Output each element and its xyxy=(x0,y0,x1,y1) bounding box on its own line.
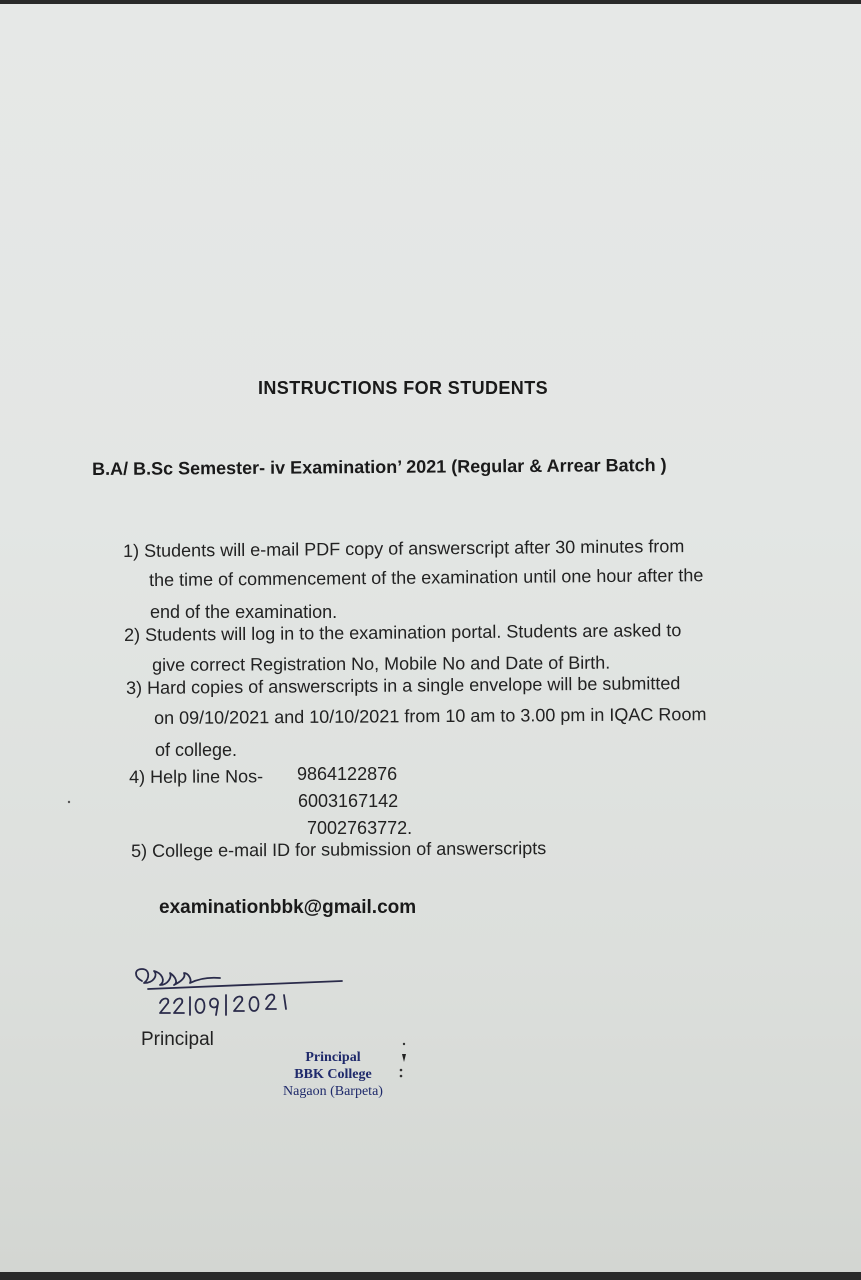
instruction-3-line-1: 3) Hard copies of answerscripts in a single envelope will be submitted xyxy=(126,673,681,698)
stamp-line-1: Principal xyxy=(305,1050,361,1065)
instruction-2-line-2: give correct Registration No, Mobile No and Date of Birth. xyxy=(152,652,611,675)
helpline-number-1: 9864122876 xyxy=(297,764,398,784)
instruction-2-line-1: 2) Students will log in to the examination portal. Students are asked to xyxy=(124,620,682,645)
helpline-label: 4) Help line Nos- xyxy=(129,766,264,787)
stamp-line-3: Nagaon (Barpeta) xyxy=(283,1084,383,1099)
instruction-3-line-3: of college. xyxy=(155,740,238,760)
helpline-number-3: 7002763772. xyxy=(307,818,413,838)
document-title: INSTRUCTIONS FOR STUDENTS xyxy=(258,378,549,398)
instruction-5-line-1: 5) College e-mail ID for submission of answerscripts xyxy=(131,838,547,861)
instruction-1-line-1: 1) Students will e-mail PDF copy of answerscript after 30 minutes from xyxy=(123,536,685,561)
document-page xyxy=(0,4,861,1272)
paper-speck xyxy=(66,798,72,806)
instruction-1-line-2: the time of commencement of the examination until one hour after the xyxy=(149,565,704,590)
stamp-dots xyxy=(396,1040,412,1086)
college-email: examinationbbk@gmail.com xyxy=(159,897,417,918)
instruction-3-line-2: on 09/10/2021 and 10/10/2021 from 10 am to 3.00 pm in IQAC Room xyxy=(154,704,707,728)
document-subtitle: B.A/ B.Sc Semester- iv Examination’ 2021 (Regular & Arrear Batch ) xyxy=(92,454,667,479)
instruction-1-line-3: end of the examination. xyxy=(150,602,338,622)
principal-label: Principal xyxy=(141,1029,214,1050)
stamp-line-2: BBK College xyxy=(294,1067,372,1082)
helpline-number-2: 6003167142 xyxy=(298,791,399,811)
principal-stamp xyxy=(268,1049,398,1100)
principal-signature xyxy=(128,959,348,1019)
